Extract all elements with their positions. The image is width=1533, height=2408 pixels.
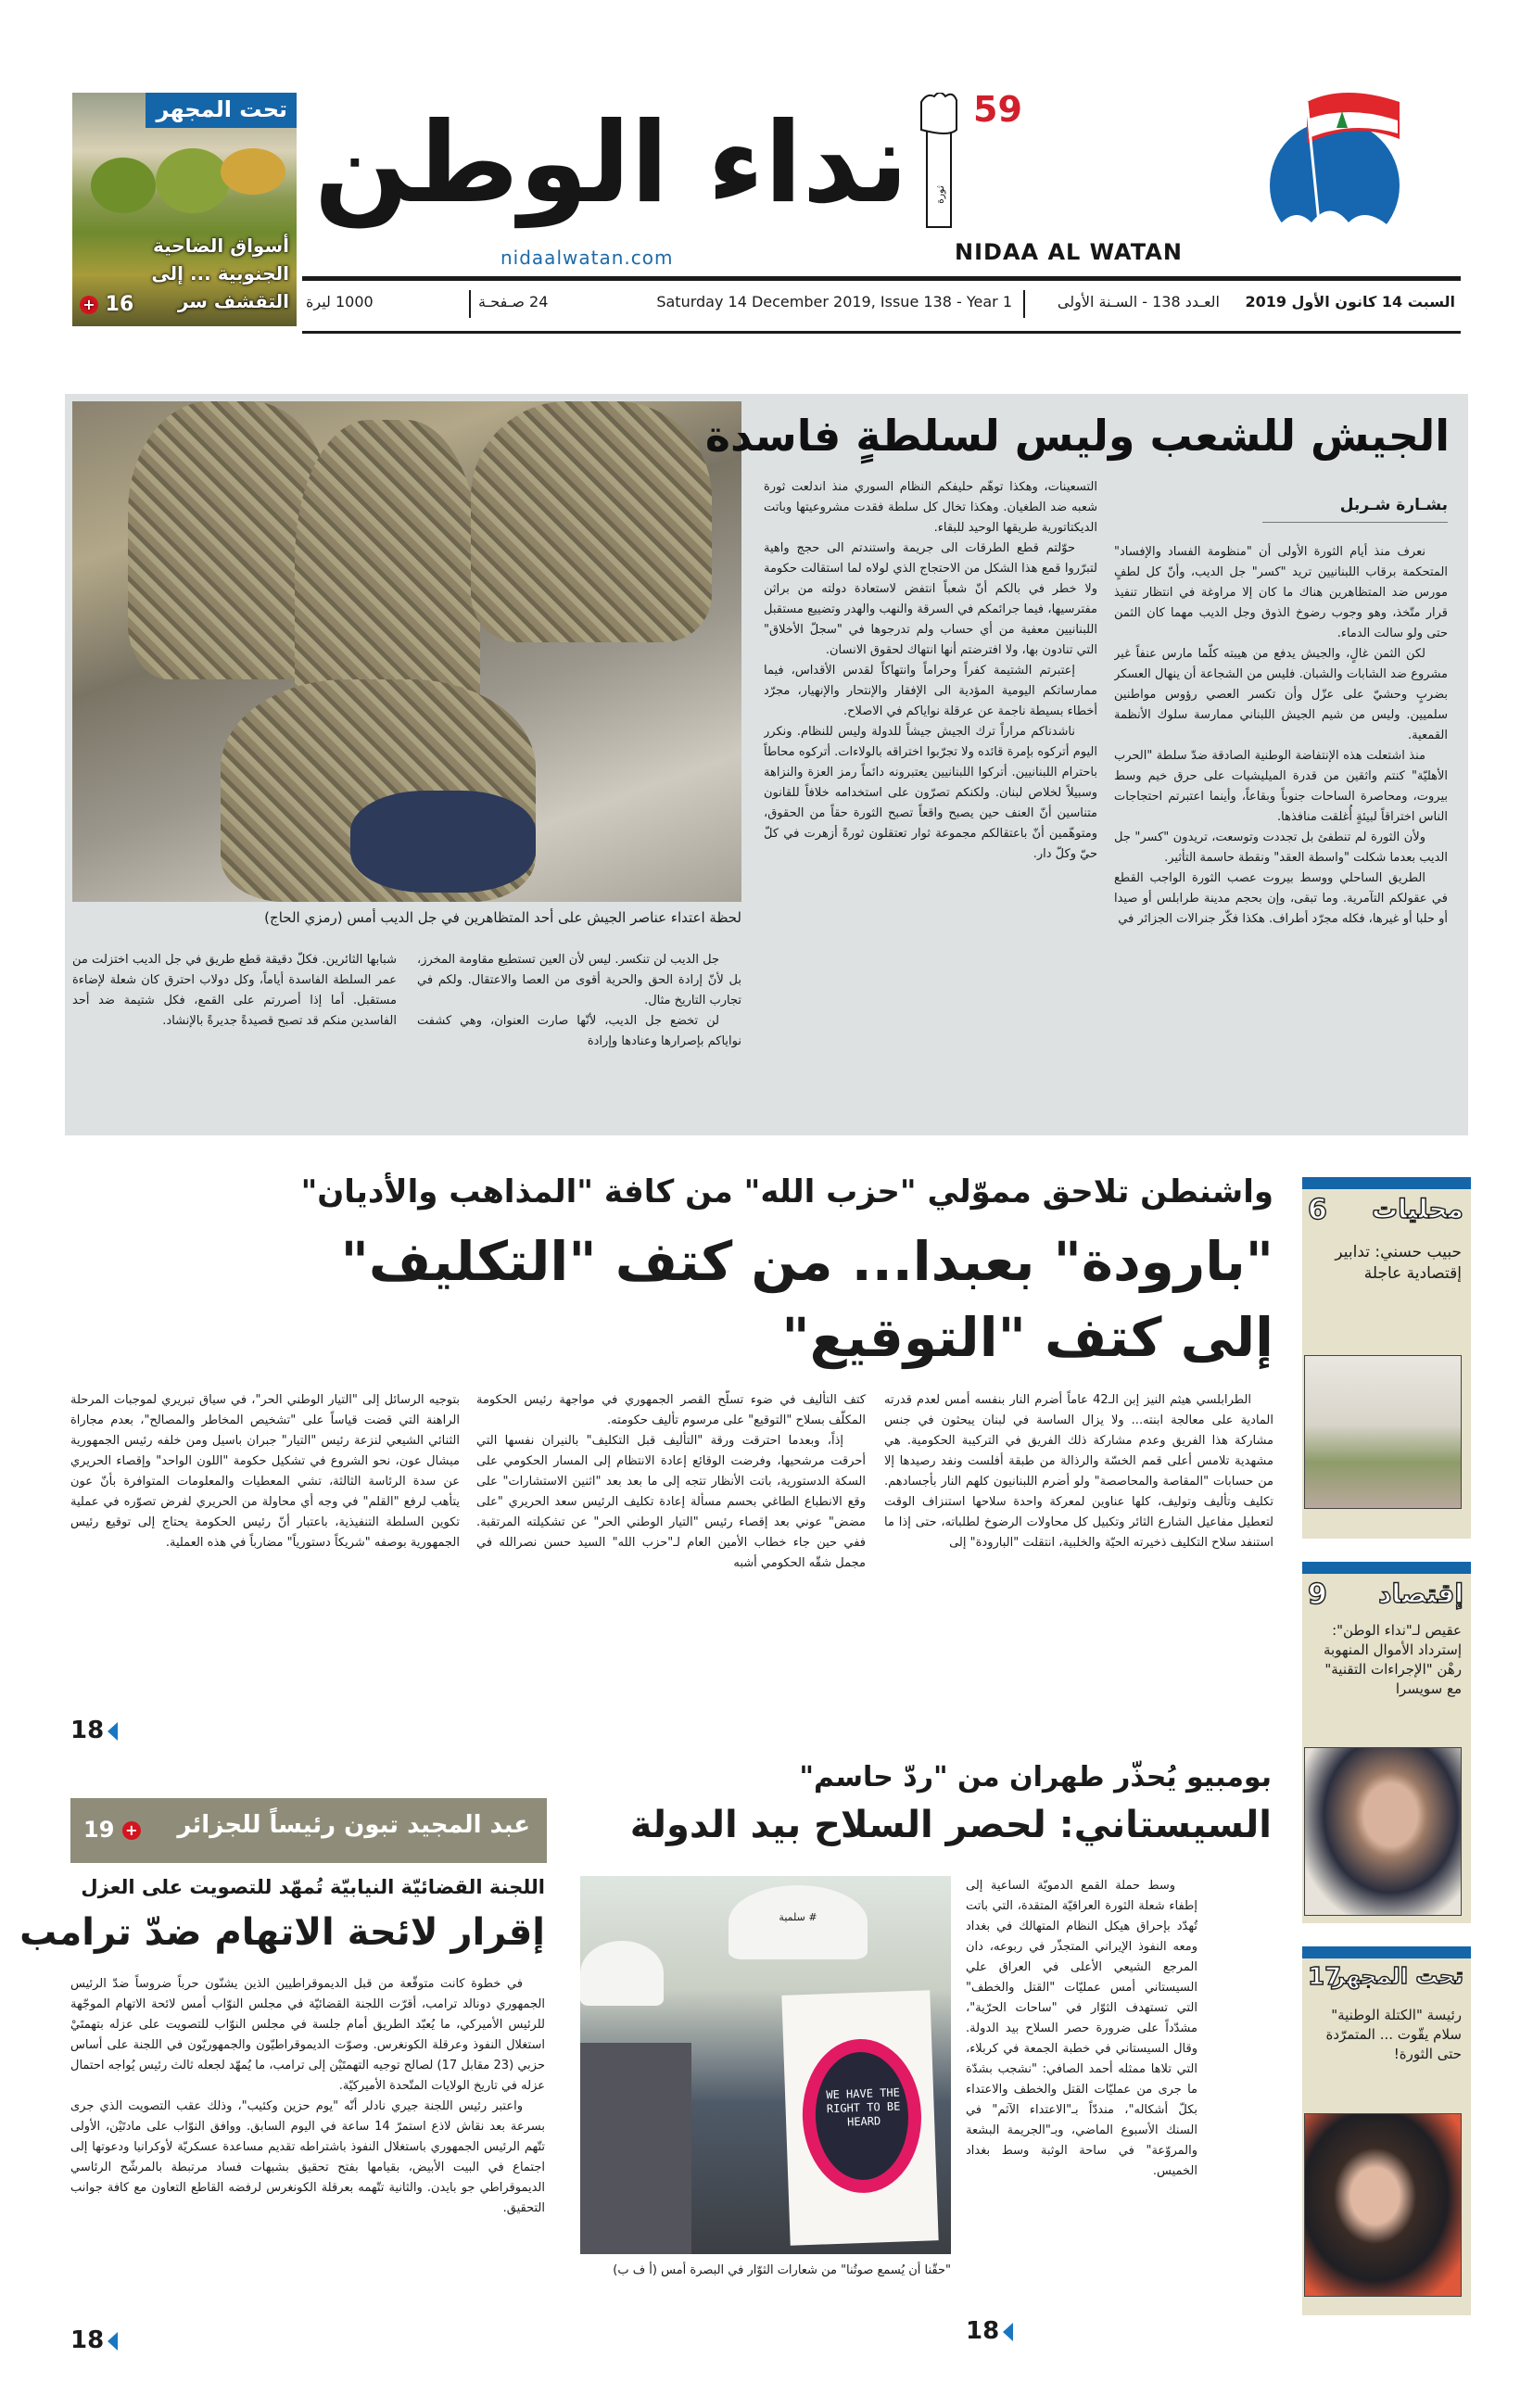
editorial-box	[65, 394, 1468, 1135]
newspaper-logo-english: NIDAA AL WATAN	[955, 239, 1183, 265]
trump-body	[70, 1974, 545, 2317]
fist-label: ثورة	[934, 185, 946, 204]
iraq-kicker: بومبيو يُحذّر طهران من "ردّ حاسم"	[799, 1761, 1272, 1793]
paragraph: جل الديب لن تنكسر. ليس لأن العين تستطيع مقاومة المخرز، بل لأنّ إرادة الحق والحرية أقوى من العصا والاعتقال. ولكم في تجارب التاريخ مثال.	[417, 953, 741, 1008]
algeria-teaser[interactable]	[70, 1798, 547, 1863]
price: 1000 ليرة	[306, 293, 374, 311]
rail-section-title: تحت المجهر	[1332, 1963, 1463, 1989]
iraq-continue-link[interactable]	[966, 2317, 1013, 2345]
teaser-headline[interactable]: أسواق الضاحية الجنوبية ... إلى التقشف سر	[151, 234, 289, 312]
paragraph: واعتبر رئيس اللجنة جيري نادلر أنّه "يوم حزين وكئيب"، وذلك عقب التصويت الذي جرى بسرعة بعد نقاش لاذع استمرّ 14 ساعة في اليوم السابق. ووافق النوّاب على مادتَيْن، الأولى تتّهم الرئيس الجمهوري باستغلال النفوذ باشتراطه تقديم مساعدة عسكريّة لأوكرانيا ودعوتها إلى اجتماع في البيت الأبيض، بقيامها بفتح تحقيق بشبهات فساد مرتبطة بالمرشّح الرئاسي الديموقراطي جو بايدن. والثانية تتّهمه بعرقلة الكونغرس لرفضه القاطع التعاون مع كافة جوانب التحقيق.	[70, 2099, 545, 2215]
algeria-page-ref	[83, 1817, 141, 1843]
paragraph: لكن الثمن غالٍ، والجيش يدفع من هيبته كلّما مارس عنفاً غير مشروع ضد الشابات والشبان. فليس من الشجاعة أن ينهال العسكر بضربٍ وحشيّ على عزّل وأن تكسر العصي رؤوس مواطنين سلميين. وليس من شيم الجيش اللبناني ممارسة سلوك الأنظمة القمعية.	[1114, 647, 1448, 742]
paragraph: إعتبرتم الشتيمة كفراً وحراماً وانتهاكاً لقدس الأقداس، فيما ممارساتكم اليومية المؤدية الى الإفقار والإنتحار والإنهيار، مجرّد أخطاء بسيطة ناجمة عن عرقلة نواياكم في الاصلاح.	[764, 664, 1097, 718]
paragraph: إذاً، وبعدما احترقت ورقة "التأليف قبل التكليف" بالنيران نفسها التي أحرقت مرشحيها، وفرضت الوقائع إعادة الانتظام إلى المسار الحكومي على السكة الدستورية، باتت الأنظار تتجه إلى ما بعد بعد "اثنين الاستشارات" على وقع الانطباع الطاغي بحسم مسألة إعادة تكليف الرئيس سعد الحريري "على مضض" عوني بعد إقصاء رئيس "التيار الوطني الحر" عن تشكيلته المرتقبة. ففي حين جاء خطاب الأمين العام لـ"حزب الله" السيد حسن نصرالله في مجمل شقّه الحكومي أشبه	[476, 1434, 866, 1570]
paragraph: منذ اشتعلت هذه الإنتفاضة الوطنية الصادقة ضدّ سلطة "الحرب الأهليّة" كنتم واثقين من قدرة الميليشيات على حرق خيم وسط بيروت، ومحاصرة الساحات جنوباً وبقاعاً، وأينما اعتبرتم احتجاجات الناس اختراقاً لبيئةٍ أُغلقت منافذها.	[1114, 749, 1448, 824]
arrow-left-icon	[108, 2332, 118, 2351]
paragraph: حوّلتم قطع الطرقات الى جريمة واستندتم الى حجج واهية لتبرّروا قمع هذا الشكل من الاحتجاج الذي لولاه لما استقالت حكومة ولا خطر في بالكم أنّ شعباً انتفض لاستعادة دولته من براثن مفترسيها، فيما جرائمكم في السرقة والنهب والهدر وتضييع مستقبل اللبنانيين معفية من أي حساب ولم تدرجوها في "سجلّ الأخلاق" التي تنادون بها، ولا افترضتم أنها انتهاك لحقوق الانسان.	[764, 541, 1097, 657]
lead-headline-line-1: "بارودة" بعبدا... من كتف "التكليف"	[340, 1230, 1273, 1293]
rail-headline: حبيب حسني: تدابير إقتصادية عاجلة	[1335, 1243, 1462, 1283]
army-clash-photo[interactable]	[72, 401, 741, 902]
editorial-column-4	[72, 950, 397, 1126]
teaser-section-tag: تحت المجهر	[146, 93, 297, 128]
rail-bar	[1302, 1946, 1471, 1958]
protest-sign	[781, 1990, 938, 2245]
rail-section-title: محليات	[1371, 1194, 1463, 1224]
lebanese-flag-crowd-emblem-icon	[1270, 83, 1409, 260]
plus-icon: +	[80, 296, 98, 314]
lead-column-1	[884, 1390, 1273, 1743]
rail-page-number: 9	[1308, 1578, 1327, 1611]
paragraph: ناشدناكم مراراً ترك الجيش جيشاً للدولة وليس للنظام. ونكرر اليوم أتركوه بإمرة قائده ولا تجرّبوا اختراقه بالولاءات. أتركوه محاطاً باحترام اللبنانيين. أتركوا اللبنانيين يعتبرونه دائماً رمز العزة والنزاهة وسبيلاً لخلاص لبنان. ولكنكم تصرّون على استخدامه خلافاً للقانون متناسين أنّ العنف حين يصبح واقعاً تصبح الثورة حقاً من الحقوق، ومتوهّمين أنّ باعتقالكم مجموعة ثوار تعتقلون ثورةً أزهرت في كلّ حيّ وكلّ دار.	[764, 725, 1097, 861]
lead-continue-link[interactable]	[70, 1717, 118, 1744]
paragraph: الطرابلسي هيثم النيز إبن الـ42 عاماً أضرم النار بنفسه أمس لعدم قدرته المادية على معالجة ابنته... ولا يزال الساسة في لبنان يبحثون في جنس مشاركة هذا الفريق وعدم مشاركة ذلك الفريق في التركيبة الحكومية. هي مشهدية تلامس أعلى قمم الخسّة والرذالة من طبقة أفلست ونفد رصيدها إلا من حسابات "المقاصة والمحاصصة" ولو أضرم اللبنانيون كلهم النار بأجسادهم. تكليف وتأليف وتوليف، كلها عناوين لمعركة واحدة سلاحها استنزاف الوقت لتعطيل مفاعيل الشارع الثائر وتكبيل كل محاولات الرضوخ لطلباته، حتى إذا ما استنفد سلاح التكليف ذخيرته الحيّة والخلبية، انتقلت "البارودة" إلى	[884, 1393, 1273, 1550]
paragraph: وسط حملة القمع الدمويّة الساعية إلى إطفاء شعلة الثورة العراقيّة المتقدة، التي باتت تُهدّد بإحراق هيكل النظام المتهالك في بغداد ومعه النفوذ الإيراني المتجذّر في ربوعه، دان المرجع الشيعي الأعلى في العراق علي السيستاني أمس عمليّات "القتل والخطف" التي تستهدف الثوّار في "ساحات الحرّية"، مشدّداً على ضرورة حصر السلاح بيد الدولة. وقال السيستاني في خطبة الجمعة في كربلاء، التي تلاها ممثله أحمد الصافي: "نشجب بشدّة ما جرى من عمليّات القتل والخطف والاعتداء بكلّ أشكاله"، منددّاً بـ"الاعتداء الآثم" في السنك الأسبوع الماضي، وبـ"الجريمة البشعة والمروّعة" في ساحة الوثبة وسط بغداد الخميس.	[966, 1879, 1197, 2178]
paragraph: في خطوة كانت متوقّعة من قبل الديموقراطيين الذين يشنّون حرباً ضروساً ضدّ الرئيس الجمهوري دونالد ترامب، أقرّت اللجنة القضائيّة في مجلس النوّاب أمس لائحة الاتهام الموجّهة للرئيس الأميركي، ما يُعبّد الطريق أمام جلسة في مجلس النوّاب للتصويت على عزله بتهمتَيْ استغلال النفوذ وعرقلة الكونغرس. وصوّت الديموقراطيّون والجمهوريّون في اللجنة على أساس حزبي (23 مقابل 17) لصالح توجيه التهمتَيْن إلى ترامب، ما يُمهّد لجعله ثالث رئيس يُواجه احتمال عزله في تاريخ الولايات المتّحدة الأميركيّة.	[70, 1977, 545, 2093]
rail-headline: رئيسة "الكتلة الوطنية" سلام يقّوت ... المتمرّدة حتى الثورة!	[1325, 2007, 1462, 2062]
paragraph: كتف التأليف في ضوء تسلّح القصر الجمهوري في مواجهة رئيس الحكومة المكلّف بسلاح "التوقيع" على مرسوم تأليف حكومته.	[476, 1393, 866, 1427]
lead-headline-line-2: إلى كتف "التوقيع"	[781, 1306, 1273, 1369]
page-number: 19	[83, 1817, 115, 1843]
trump-headline[interactable]: إقرار لائحة الاتهام ضدّ ترامب	[19, 1911, 545, 1954]
rail-headline: عقيص لـ"نداء الوطن": إسترداد الأموال المنهوبة رهْن "الإجراءات التقنية" مع سويسرا	[1324, 1622, 1462, 1697]
sign-text: WE HAVE THE RIGHT TO BE HEARD	[826, 2085, 901, 2129]
byline: بشـارة شـربل	[1262, 496, 1448, 523]
editorial-column-2	[764, 477, 1097, 941]
rail-page-number: 17	[1308, 1963, 1342, 1991]
date-arabic: السبت 14 كانون الأول 2019	[1245, 293, 1455, 311]
photo-figure	[350, 791, 536, 893]
lead-kicker: واشنطن تلاحق مموّلي "حزب الله" من كافة "المذاهب والأديان"	[300, 1173, 1273, 1210]
trump-kicker: اللجنة القضائيّة النيابيّة تُمهّد للتصويت على العزل	[81, 1876, 545, 1898]
trump-continue-link[interactable]	[70, 2326, 118, 2354]
photo-caption: لحظة اعتداء عناصر الجيش على أحد المتظاهرين في جل الديب أمس (رمزي الحاج)	[264, 909, 741, 926]
lead-column-2	[476, 1390, 866, 1743]
portrait-photo	[1304, 2113, 1462, 2297]
lead-headline[interactable]	[341, 1223, 1273, 1375]
page-count: 24 صـفحـة	[478, 293, 549, 311]
newspaper-logo-arabic: نداء الوطن	[313, 99, 908, 228]
basra-protest-photo[interactable]	[580, 1876, 951, 2254]
paragraph: بتوجيه الرسائل إلى "التيار الوطني الحر"، في سياق تبريري لموجبات المرحلة الراهنة التي قضت قياساً على "تشخيص المخاطر والمصالح"، بعدم مجاراة الثنائي الشيعي لنزعة رئيس "التيار" جبران باسيل ومن خلفه رئيس الجمهورية ميشال عون، نحو الشروع في تشكيل حكومة "اللون الواحد" وإقصاء الحريري عن سدة الرئاسة الثالثة، تشي المعطيات والمعلومات المتوافرة بأنّ عون يتأهب لرفع "القلم" في وجه أي محاولة من الحريري لفرض تصوّره في عملية تكوين السلطة التنفيذية، باعتبار أنّ رئيس الحكومة يحتاج إلى توقيع رئيس الجمهورية بوصفه "شريكاً دستورياً" مضارباً في هذه العملية.	[70, 1393, 460, 1550]
rail-bar	[1302, 1562, 1471, 1574]
divider	[1023, 290, 1025, 318]
rail-page-number: 6	[1308, 1194, 1327, 1226]
portrait-photo	[1304, 1747, 1462, 1916]
dateline-bar	[302, 276, 1461, 334]
produce-decoration	[156, 148, 230, 213]
teaser-page-ref[interactable]	[80, 293, 133, 316]
produce-decoration	[91, 158, 156, 213]
website-link[interactable]: nidaalwatan.com	[500, 247, 674, 269]
rail-item-local[interactable]	[1302, 1177, 1471, 1539]
banner	[580, 2043, 691, 2254]
editorial-column-1	[1114, 542, 1448, 1126]
paragraph: شبابها الثائرين. فكلّ دقيقة قطع طريق في جل الديب اختزلت من عمر السلطة الفاسدة أياماً، وكل دولاب احترق كان شعلة لإضاءة مستقبل. أما إذا أصررتم على القمع، فكل شتيمة ضد أحد الفاسدين منكم قد تصبح قصيدةً جديرةً بالإنشاد.	[72, 953, 397, 1028]
editorial-column-3	[417, 950, 741, 1126]
page-number: 18	[966, 2317, 1000, 2345]
photo-figure	[471, 401, 712, 642]
page-number: 18	[70, 1717, 105, 1744]
divider	[469, 290, 471, 318]
paragraph: لن تخضع جل الديب، لأنّها صارت العنوان، وهي كشفت نواياكم بإصرارها وعنادها وإرادة	[417, 1014, 741, 1048]
bank-building-photo	[1304, 1355, 1462, 1509]
rail-item-under-microscope[interactable]	[1302, 1946, 1471, 2315]
iraq-body	[966, 1876, 1197, 2293]
plus-icon: +	[122, 1821, 141, 1840]
revolution-day-counter: 59	[973, 89, 1022, 130]
rail-section-title: إقتصاد	[1378, 1578, 1463, 1609]
teaser-box-under-microscope[interactable]	[72, 93, 297, 326]
paragraph: الطريق الساحلي ووسط بيروت عصب الثورة الواجب القطع في عقولكم التآمرية. وما تبقى، وإن بحجم مدينة طرابلس أو صيدا أو حلبا أو غيرها، فكله مجرّد أطراف. هكذا فكّر جنرالات الجزائر في	[1114, 871, 1448, 926]
editorial-headline[interactable]: الجيش للشعب وليس لسلطةٍ فاسدة	[704, 411, 1450, 461]
issue-arabic: العـدد 138 - السـنة الأولى	[1057, 293, 1220, 311]
page-number: 18	[70, 2326, 105, 2354]
rail-item-economy[interactable]	[1302, 1562, 1471, 1923]
teaser-page-number: 16	[105, 293, 134, 316]
arrow-left-icon	[1003, 2323, 1013, 2341]
paragraph: نعرف منذ أيام الثورة الأولى أن "منظومة الفساد والإفساد" المتحكمة برقاب اللبنانيين تريد "كسر" جل الديب، وأنّ كل لطفٍ مورس ضد المتظاهرين هناك ما كان إلا مراوغة في انتظار تنفيذ قرار متّخذ، وهو وجوب رضوخ الذوق وجل الديب مهما كان الثمن حتى ولو سالت الدماء.	[1114, 545, 1448, 640]
produce-decoration	[221, 148, 285, 195]
rail-bar	[1302, 1177, 1471, 1189]
helmet-label: # سلمية	[728, 1885, 868, 1959]
iraq-headline[interactable]: السيستاني: لحصر السلاح بيد الدولة	[629, 1804, 1272, 1846]
date-english: Saturday 14 December 2019, Issue 138 - Year 1	[656, 293, 1012, 311]
iraq-photo-caption: "حقّنا أن يُسمع صوتُنا" من شعارات الثوّار في البصرة أمس (أ ف ب)	[613, 2263, 951, 2277]
arrow-left-icon	[108, 1722, 118, 1741]
paragraph: ولأن الثورة لم تنطفئ بل تجددت وتوسعت، تريدون "كسر" جل الديب بعدما شكلت "واسطة العقد" ونقطة حاسمة التأثير.	[1114, 830, 1448, 865]
raised-fist-icon	[918, 93, 960, 232]
helmet	[580, 1941, 664, 2006]
paragraph: التسعينات، وهكذا توهّم حليفكم النظام السوري منذ اندلعت ثورة شعبه ضد الطغيان. وهكذا تخال كل سلطة فقدت مشروعيتها وباتت الديكتاتورية طريقها الوحيد للبقاء.	[764, 480, 1097, 535]
lead-column-3	[70, 1390, 460, 1715]
algeria-headline: عبد المجيد تبون رئيساً للجزائر	[177, 1811, 530, 1839]
